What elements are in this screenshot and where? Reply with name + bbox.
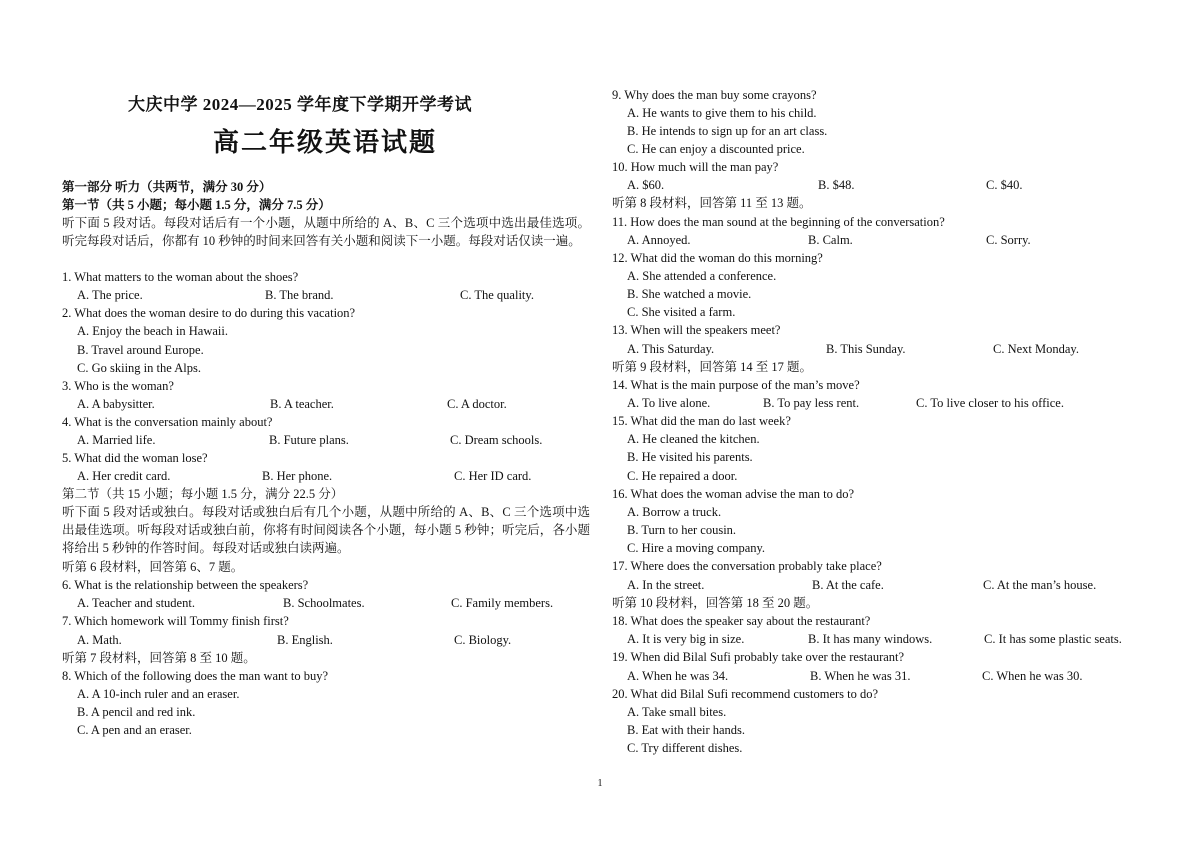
option-b: B. At the cafe. bbox=[812, 578, 884, 592]
question-stem: 1. What matters to the woman about the shoes? bbox=[62, 270, 299, 284]
school-exam-title: 大庆中学 2024—2025 学年度下学期开学考试 bbox=[128, 95, 472, 114]
option-b: B. It has many windows. bbox=[808, 632, 933, 646]
section1-title: 第一节（共 5 小题；每小题 1.5 分，满分 7.5 分） bbox=[62, 198, 331, 212]
question-stem: 4. What is the conversation mainly about? bbox=[62, 415, 273, 429]
option-b: B. English. bbox=[277, 633, 333, 647]
question-stem: 16. What does the woman advise the man to do? bbox=[612, 487, 855, 501]
option-a: A. To live alone. bbox=[627, 396, 711, 410]
question-stem: 7. Which homework will Tommy finish first? bbox=[62, 614, 289, 628]
option-a: A. Her credit card. bbox=[77, 469, 171, 483]
option-c: C. A doctor. bbox=[447, 397, 507, 411]
option-c: C. Her ID card. bbox=[454, 469, 532, 483]
page-number: 1 bbox=[597, 778, 603, 789]
option-b: B. $48. bbox=[818, 178, 855, 192]
option-b: B. He intends to sign up for an art class. bbox=[627, 124, 828, 138]
option-c: C. It has some plastic seats. bbox=[984, 632, 1122, 646]
option-a: A. A 10-inch ruler and an eraser. bbox=[77, 687, 240, 701]
question-stem: 14. What is the main purpose of the man’s move? bbox=[612, 378, 860, 392]
option-a: A. When he was 34. bbox=[627, 669, 729, 683]
option-c: C. Sorry. bbox=[986, 233, 1031, 247]
question-stem: 19. When did Bilal Sufi probably take over the restaurant? bbox=[612, 650, 905, 664]
option-c: C. Family members. bbox=[451, 596, 554, 610]
question-stem: 3. Who is the woman? bbox=[62, 379, 174, 393]
option-c: C. When he was 30. bbox=[982, 669, 1083, 683]
option-a: A. Annoyed. bbox=[627, 233, 691, 247]
option-c: C. The quality. bbox=[460, 288, 534, 302]
option-c: C. To live closer to his office. bbox=[916, 396, 1064, 410]
option-b: B. This Sunday. bbox=[826, 342, 906, 356]
question-stem: 12. What did the woman do this morning? bbox=[612, 251, 823, 265]
material-note: 听第 7 段材料，回答第 8 至 10 题。 bbox=[62, 651, 256, 665]
question-stem: 10. How much will the man pay? bbox=[612, 160, 779, 174]
option-b: B. Schoolmates. bbox=[283, 596, 365, 610]
option-a: A. This Saturday. bbox=[627, 342, 715, 356]
section2-title: 第二节（共 15 小题；每小题 1.5 分，满分 22.5 分） bbox=[62, 487, 344, 501]
question-stem: 8. Which of the following does the man want to buy? bbox=[62, 669, 329, 683]
option-a: A. Take small bites. bbox=[627, 705, 727, 719]
option-a: A. Borrow a truck. bbox=[627, 505, 722, 519]
option-b: B. Travel around Europe. bbox=[77, 343, 204, 357]
section1-instructions: 听下面 5 段对话。每段对话后有一个小题，从题中所给的 A、B、C 三个选项中选出最佳选项。听完每段对话后，你都有 10 秒钟的时间来回答有关小题和阅读下一小题。每段对话仅读一遍。 bbox=[62, 216, 590, 249]
option-c: C. $40. bbox=[986, 178, 1023, 192]
option-b: B. He visited his parents. bbox=[627, 450, 753, 464]
material-note: 听第 9 段材料，回答第 14 至 17 题。 bbox=[612, 360, 813, 374]
option-a: A. The price. bbox=[77, 288, 143, 302]
part1-title: 第一部分 听力（共两节，满分 30 分） bbox=[62, 180, 272, 194]
question-stem: 20. What did Bilal Sufi recommend customers to do? bbox=[612, 687, 879, 701]
option-b: B. To pay less rent. bbox=[763, 396, 860, 410]
option-c: C. He can enjoy a discounted price. bbox=[627, 142, 805, 156]
material-note: 听第 8 段材料，回答第 11 至 13 题。 bbox=[612, 196, 812, 210]
question-stem: 2. What does the woman desire to do during this vacation? bbox=[62, 306, 356, 320]
option-c: C. He repaired a door. bbox=[627, 469, 738, 483]
section2-instructions: 听下面 5 段对话或独白。每段对话或独白后有几个小题，从题中所给的 A、B、C 三个选项中选出最佳选项。听每段对话或独白前，你将有时间阅读各个小题，每小题 5 秒钟；听完后，各小题将给出 5 秒钟的作答时间。每段对话或独白读两遍。 bbox=[62, 505, 590, 556]
question-stem: 9. Why does the man buy some crayons? bbox=[612, 88, 817, 102]
option-a: A. Math. bbox=[77, 633, 122, 647]
question-stem: 15. What did the man do last week? bbox=[612, 414, 791, 428]
option-b: B. When he was 31. bbox=[810, 669, 911, 683]
option-a: A. Married life. bbox=[77, 433, 156, 447]
option-a: A. He wants to give them to his child. bbox=[627, 106, 817, 120]
option-c: C. Next Monday. bbox=[993, 342, 1079, 356]
option-a: A. He cleaned the kitchen. bbox=[627, 432, 760, 446]
option-a: A. A babysitter. bbox=[77, 397, 155, 411]
question-stem: 5. What did the woman lose? bbox=[62, 451, 208, 465]
option-a: A. It is very big in size. bbox=[627, 632, 745, 646]
option-c: C. Go skiing in the Alps. bbox=[77, 361, 201, 375]
question-stem: 6. What is the relationship between the speakers? bbox=[62, 578, 309, 592]
option-b: B. Turn to her cousin. bbox=[627, 523, 737, 537]
material-note: 听第 6 段材料，回答第 6、7 题。 bbox=[62, 560, 244, 574]
question-stem: 18. What does the speaker say about the restaurant? bbox=[612, 614, 871, 628]
material-note: 听第 10 段材料，回答第 18 至 20 题。 bbox=[612, 596, 819, 610]
option-b: B. Her phone. bbox=[262, 469, 333, 483]
option-b: B. A pencil and red ink. bbox=[77, 705, 196, 719]
option-b: B. She watched a movie. bbox=[627, 287, 752, 301]
option-b: B. A teacher. bbox=[270, 397, 334, 411]
option-c: C. Dream schools. bbox=[450, 433, 543, 447]
option-c: C. She visited a farm. bbox=[627, 305, 736, 319]
option-c: C. Hire a moving company. bbox=[627, 541, 766, 555]
option-a: A. $60. bbox=[627, 178, 665, 192]
option-b: B. The brand. bbox=[265, 288, 334, 302]
option-a: A. Teacher and student. bbox=[77, 596, 195, 610]
option-c: C. A pen and an eraser. bbox=[77, 723, 192, 737]
option-a: A. In the street. bbox=[627, 578, 705, 592]
option-c: C. Try different dishes. bbox=[627, 741, 743, 755]
question-stem: 11. How does the man sound at the beginning of the conversation? bbox=[612, 215, 945, 229]
option-c: C. Biology. bbox=[454, 633, 512, 647]
option-b: B. Eat with their hands. bbox=[627, 723, 746, 737]
option-a: A. She attended a conference. bbox=[627, 269, 777, 283]
option-b: B. Future plans. bbox=[269, 433, 349, 447]
option-b: B. Calm. bbox=[808, 233, 853, 247]
question-stem: 13. When will the speakers meet? bbox=[612, 323, 781, 337]
option-c: C. At the man’s house. bbox=[983, 578, 1097, 592]
question-stem: 17. Where does the conversation probably take place? bbox=[612, 559, 882, 573]
option-a: A. Enjoy the beach in Hawaii. bbox=[77, 324, 228, 338]
subject-title: 高二年级英语试题 bbox=[212, 128, 437, 157]
